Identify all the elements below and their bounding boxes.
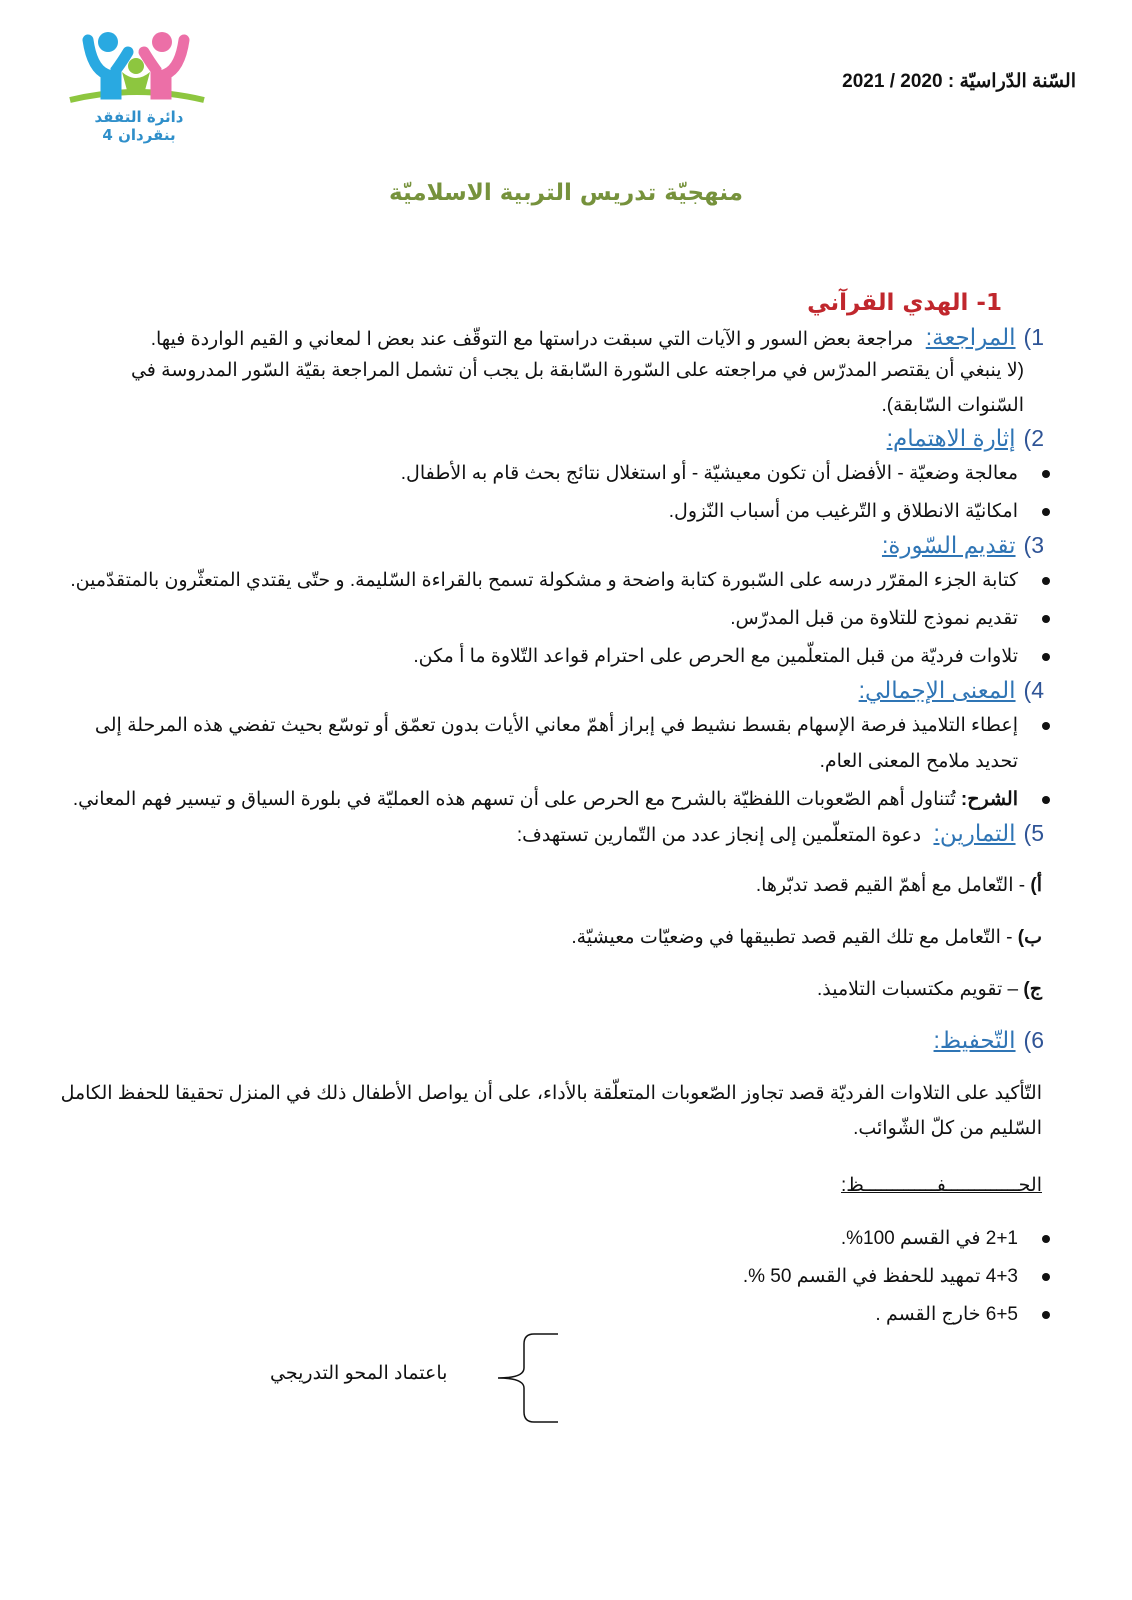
brace-icon	[490, 1330, 562, 1426]
bullet-icon	[1042, 653, 1050, 661]
item-note: (لا ينبغي أن يقتصر المدرّس في مراجعته على السّورة السّابقة بل يجب أن تشمل المراجعة بقيّة السّور المدروسة في السّنوات السّابقة).	[130, 360, 1024, 416]
item-heading: التمارين:	[933, 820, 1016, 846]
item-interest	[60, 425, 1044, 530]
item-number: 5)	[1023, 820, 1044, 846]
bullet-list	[60, 456, 1024, 530]
bullet-icon	[1042, 722, 1050, 730]
bullet-icon	[1042, 1311, 1050, 1319]
list-item: إعطاء التلاميذ فرصة الإسهام بقسط نشيط في إبراز أهمّ معاني الأيات بدون تعمّق أو توسّع بحيث تفضي هذه المرحلة إلى تحديد ملامح المعنى العام.	[60, 708, 1024, 780]
list-item: 4+3 تمهيد للحفظ في القسم 50 %.	[60, 1259, 1024, 1295]
bullet-list	[60, 708, 1024, 818]
item-heading: إثارة الاهتمام:	[886, 425, 1016, 451]
item-number: 1)	[1023, 324, 1044, 350]
explain-text: تُتناول أهم الصّعوبات اللفظيّة بالشرح مع الحرص على أن تسهم هذه العمليّة في بلورة السياق و تيسير فهم المعاني.	[72, 789, 956, 810]
exercise-goal: ب) - التّعامل مع تلك القيم قصد تطبيقها في وضعيّات معيشيّة.	[571, 927, 1042, 948]
item-heading: المعنى الإجمالي:	[858, 677, 1016, 703]
bullet-list	[60, 1221, 1024, 1333]
item-number: 4)	[1023, 677, 1044, 703]
item-heading: المراجعة:	[925, 324, 1016, 350]
bullet-icon	[1042, 796, 1050, 804]
list-item: كتابة الجزء المقرّر درسه على السّبورة كتابة واضحة و مشكولة تسمح بالقراءة السّليمة. و حتّى يقتدي المتعثّرون بالمتقدّمين.	[60, 563, 1024, 599]
bullet-icon	[1042, 470, 1050, 478]
item-meaning	[60, 677, 1044, 818]
item-number: 6)	[1023, 1027, 1044, 1053]
brace-label: باعتماد المحو التدريجي	[270, 1363, 448, 1384]
exercise-goal: أ) - التّعامل مع أهمّ القيم قصد تدبّرها.	[755, 875, 1042, 896]
school-year: السّنة الدّراسيّة : 2020 / 2021	[842, 71, 1076, 92]
list-item: 6+5 خارج القسم .	[60, 1297, 1024, 1333]
item-number: 3)	[1023, 532, 1044, 558]
section-heading: 1- الهدي القرآني	[807, 290, 1002, 316]
bullet-icon	[1042, 1273, 1050, 1281]
item-review	[60, 324, 1044, 423]
item-surah	[60, 532, 1044, 675]
list-item: 2+1 في القسم 100%.	[60, 1221, 1024, 1257]
list-item: امكانيّة الانطلاق و التّرغيب من أسباب النّزول.	[60, 494, 1024, 530]
item-exercises	[60, 820, 1044, 1007]
memorization-plan	[60, 1174, 1042, 1333]
item-heading: التّحفيظ:	[933, 1027, 1016, 1053]
item-memorization	[60, 1027, 1044, 1146]
bullet-icon	[1042, 615, 1050, 623]
item-text: التّأكيد على التلاوات الفرديّة قصد تجاوز الصّعوبات المتعلّقة بالأداء، على أن يواصل الأطفال ذلك في المنزل تحقيقا للحفظ الكامل السّليم من كلّ الشّوائب.	[60, 1083, 1042, 1139]
bullet-icon	[1042, 577, 1050, 585]
item-number: 2)	[1023, 425, 1044, 451]
item-text: دعوة المتعلّمين إلى إنجاز عدد من التّمارين تستهدف:	[516, 825, 922, 846]
content-body	[60, 320, 1044, 1335]
bullet-icon	[1042, 508, 1050, 516]
item-heading: تقديم السّورة:	[881, 532, 1016, 558]
list-item: تقديم نموذج للتلاوة من قبل المدرّس.	[60, 601, 1024, 637]
list-item: تلاوات فرديّة من قبل المتعلّمين مع الحرص على احترام قواعد التّلاوة ما أ مكن.	[60, 639, 1024, 675]
bullet-list	[60, 563, 1024, 675]
list-item	[60, 782, 1024, 818]
item-text: مراجعة بعض السور و الآيات التي سبقت دراستها مع التوقّف عند بعض ا لمعاني و القيم الواردة فيها.	[150, 329, 914, 350]
logo-text: دائرة التفقد بنقردان 4	[94, 108, 184, 144]
exercise-goal: ج) – تقويم مكتسبات التلاميذ.	[817, 979, 1042, 1000]
memorization-heading: الحـــــــــــــفـــــــــــــظ:	[841, 1175, 1042, 1196]
explain-label: الشرح:	[960, 789, 1018, 810]
bullet-icon	[1042, 1235, 1050, 1243]
page-title: منهجيّة تدريس التربية الاسلاميّة	[389, 180, 743, 206]
list-item: معالجة وضعيّة - الأفضل أن تكون معيشيّة - أو استغلال نتائج بحث قام به الأطفال.	[60, 456, 1024, 492]
